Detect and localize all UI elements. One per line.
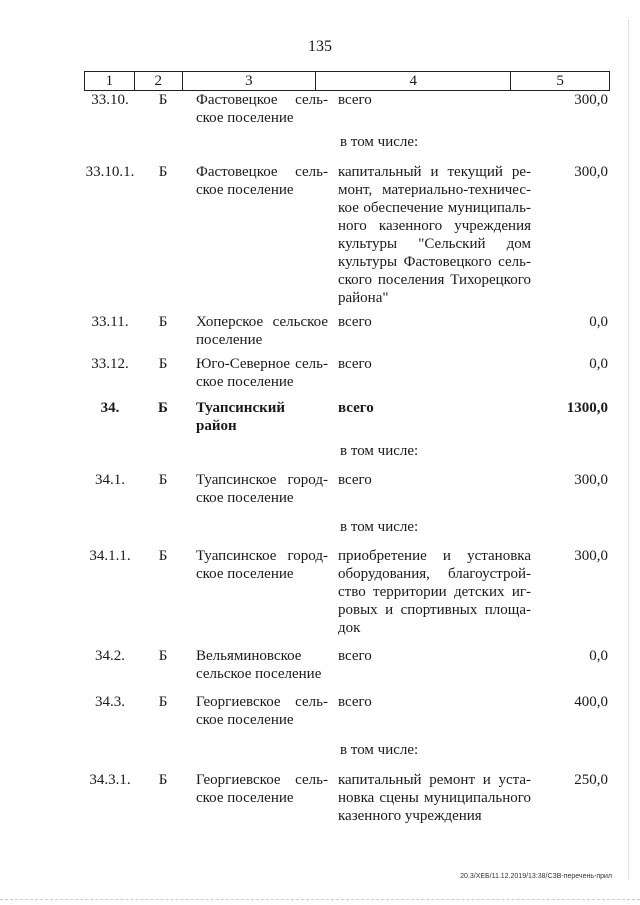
row-description: всего bbox=[338, 356, 372, 372]
subtotal-caption: в том числе: bbox=[340, 519, 419, 535]
row-name: Хоперское сельское поселение bbox=[196, 314, 328, 348]
row-category: Б bbox=[158, 648, 168, 664]
row-number: 34.2. bbox=[95, 648, 125, 664]
row-description: всего bbox=[338, 472, 372, 488]
row-number: 34.3. bbox=[95, 694, 125, 710]
subtotal-caption: в том числе: bbox=[340, 443, 419, 459]
row-name: Туапсинское город-ское поселение bbox=[196, 548, 328, 582]
row-category: Б bbox=[158, 472, 168, 488]
row-amount: 300,0 bbox=[574, 472, 608, 488]
row-name: Георгиевское сель-ское поселение bbox=[196, 772, 328, 806]
row-amount: 0,0 bbox=[589, 314, 608, 330]
row-amount: 300,0 bbox=[574, 164, 608, 180]
row-number: 33.10.1. bbox=[85, 164, 135, 180]
row-description: всего bbox=[338, 694, 372, 710]
subtotal-caption: в том числе: bbox=[340, 742, 419, 758]
row-name: Фастовецкое сель-ское поселение bbox=[196, 164, 328, 198]
row-name: Вельяминовское сельское поселение bbox=[196, 648, 322, 682]
row-amount: 0,0 bbox=[589, 648, 608, 664]
row-category: Б bbox=[158, 772, 168, 788]
row-number: 34. bbox=[100, 400, 120, 416]
row-description: всего bbox=[338, 92, 372, 108]
row-name: Георгиевское сель-ское поселение bbox=[196, 694, 328, 728]
row-name: Юго-Северное сель-ское поселение bbox=[196, 356, 328, 390]
row-description: капитальный ремонт и уста-новка сцены муниципального казенного учреждения bbox=[338, 772, 531, 824]
table-header bbox=[84, 71, 610, 91]
row-description: всего bbox=[338, 648, 372, 664]
scan-edge-noise bbox=[628, 20, 640, 880]
row-category: Б bbox=[158, 164, 168, 180]
row-amount: 1300,0 bbox=[566, 400, 608, 416]
row-number: 33.12. bbox=[91, 356, 129, 372]
document-stamp: 20.3/ХЕБ/11.12.2019/13:38/СЗВ-перечень-прил bbox=[460, 873, 612, 880]
row-description: приобретение и установка оборудования, благоустрой-ство территории детских иг-ровых и спортивных площа-док bbox=[338, 548, 531, 636]
row-description: всего bbox=[338, 400, 374, 416]
row-description: всего bbox=[338, 314, 372, 330]
row-description: капитальный и текущий ре-монт, материально-техничес-кое обеспечение муниципаль-ного казенного учреждения культуры "Сельский дом культуры Фастовецкого сель-ского поселения Тихорецкого района" bbox=[338, 164, 531, 306]
row-number: 34.3.1. bbox=[89, 772, 131, 788]
subtotal-caption: в том числе: bbox=[340, 134, 419, 150]
header-col-1: 1 bbox=[85, 72, 135, 90]
row-name: Туапсинский район bbox=[196, 400, 286, 434]
header-col-2: 2 bbox=[135, 72, 183, 90]
header-col-4: 4 bbox=[316, 72, 511, 90]
header-col-5: 5 bbox=[556, 73, 564, 89]
scan-bottom-noise bbox=[0, 899, 640, 901]
row-category: Б bbox=[158, 400, 168, 416]
row-amount: 250,0 bbox=[574, 772, 608, 788]
row-number: 34.1. bbox=[95, 472, 125, 488]
row-name: Туапсинское город-ское поселение bbox=[196, 472, 328, 506]
row-number: 34.1.1. bbox=[89, 548, 131, 564]
row-category: Б bbox=[158, 92, 168, 108]
row-category: Б bbox=[158, 356, 168, 372]
row-category: Б bbox=[158, 548, 168, 564]
row-category: Б bbox=[158, 314, 168, 330]
row-number: 33.11. bbox=[91, 314, 129, 330]
row-amount: 400,0 bbox=[574, 694, 608, 710]
row-name: Фастовецкое сель-ское поселение bbox=[196, 92, 328, 126]
row-amount: 0,0 bbox=[589, 356, 608, 372]
row-category: Б bbox=[158, 694, 168, 710]
header-col-3: 3 bbox=[183, 72, 316, 90]
row-amount: 300,0 bbox=[574, 92, 608, 108]
page-number: 135 bbox=[308, 38, 332, 55]
row-number: 33.10. bbox=[91, 92, 129, 108]
row-amount: 300,0 bbox=[574, 548, 608, 564]
